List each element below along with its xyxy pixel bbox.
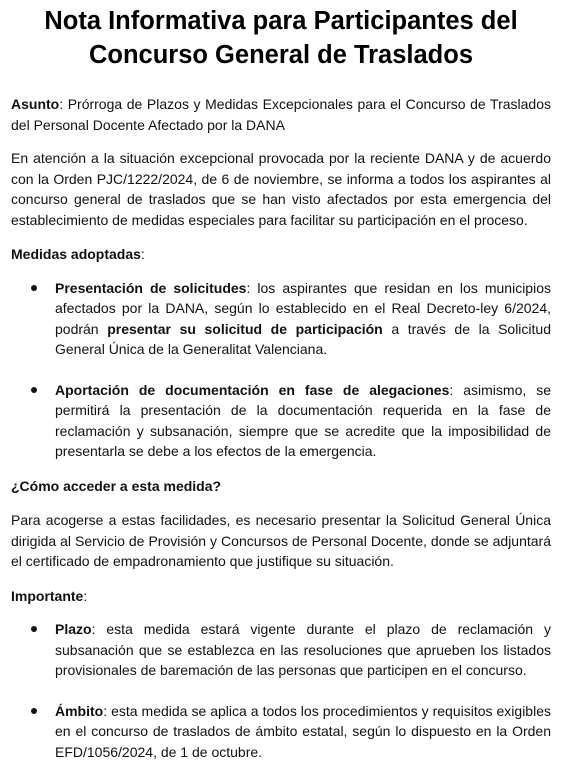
measures-heading-label: Medidas adoptadas (11, 246, 141, 262)
item-bold-label: Aportación de documentación en fase de alegaciones (55, 381, 450, 398)
item-bold-label: Plazo (55, 621, 92, 637)
how-heading (11, 476, 551, 497)
important-heading (11, 586, 551, 607)
list-item (11, 278, 551, 360)
list-item (11, 380, 551, 462)
item-bold-label: Ámbito (55, 702, 104, 719)
measures-heading-suffix: : (140, 246, 145, 262)
item-text: : esta medida se aplica a todos los procedimientos y requisitos exigibles en el concurso de traslados de ámbito estatal, según lo dispuesto en la Orden EFD/1056/2024, de 1 de octubre. (55, 702, 551, 760)
item-bold-inline: presentar su solicitud de participación (107, 320, 383, 337)
subject-text: : Prórroga de Plazos y Medidas Excepcionales para el Concurso de Traslados del Personal Docente Afectado por la DANA (11, 96, 551, 133)
item-text-end: a través de la Solicitud General Única de la Generalitat Valenciana. (55, 320, 551, 357)
important-heading-suffix: : (83, 587, 88, 604)
how-paragraph: Para acogerse a estas facilidades, es necesario presentar la Solicitud General Única dirigida al Servicio de Provisión y Concursos de Personal Docente, donde se adjuntará el certificado de empadronamiento que justifique su situación. (11, 512, 551, 569)
bullet-icon (31, 285, 37, 291)
title-line-2: Concurso General de Traslados (88, 41, 474, 69)
bullet-icon (31, 708, 37, 714)
document-title (11, 0, 551, 72)
intro-paragraph: En atención a la situación excepcional provocada por la reciente DANA y de acuerdo con la Orden PJC/1222/2024, de 6 de noviembre, se informa a todos los aspirantes al concurso general de traslados que se han visto afectados por esta emergencia del establecimiento de medidas especiales para facilitar su participación en el proceso. (11, 150, 551, 228)
measures-list (11, 278, 551, 462)
subject-label: Asunto (11, 96, 60, 112)
how-heading-label: ¿Cómo acceder a esta medida? (11, 477, 222, 494)
list-item (11, 701, 551, 762)
item-text: : esta medida estará vigente durante el plazo de reclamación y subsanación que se establezca en las resoluciones que aprueben los listados provisionales de baremación de las personas que participen en el concurso. (55, 621, 551, 678)
item-text: : los aspirantes que residan en los municipios afectados por la DANA, según lo establecido en el Real Decreto-ley 6/2024, podrán (55, 279, 551, 337)
item-bold-label: Presentación de solicitudes (55, 279, 247, 296)
list-item (11, 619, 551, 681)
bullet-icon (31, 626, 37, 632)
measures-heading (11, 244, 551, 265)
item-text: : asimismo, se permitirá la presentación de la documentación requerida en la fase de reclamación y subsanación, siempre que se acredite que la imposibilidad de presentarla se debe a los efectos de la emergencia. (55, 381, 552, 459)
important-list (11, 619, 551, 762)
title-line-1: Nota Informativa para Participantes del (44, 7, 518, 35)
important-heading-label: Importante (11, 587, 84, 604)
bullet-icon (31, 387, 37, 393)
subject-paragraph (11, 94, 551, 135)
